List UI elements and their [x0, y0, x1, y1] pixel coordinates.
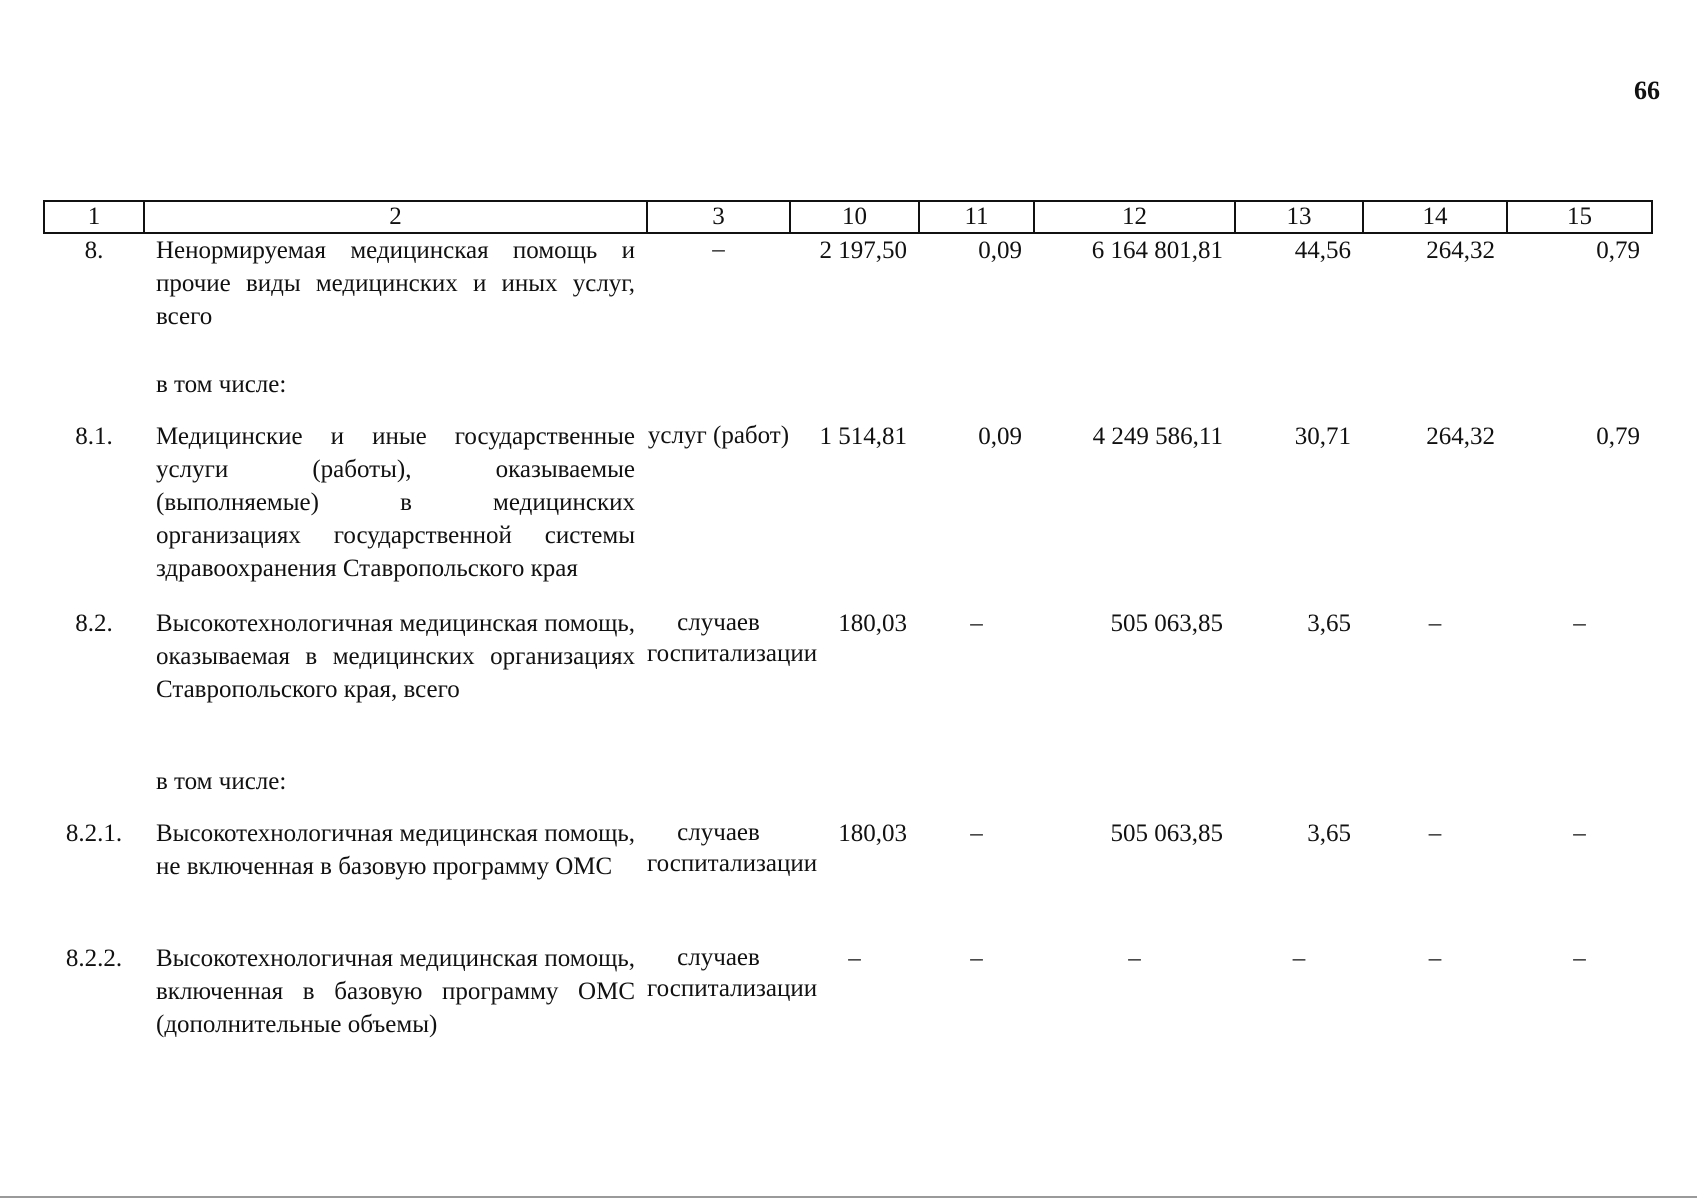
column-header: 14 [1363, 201, 1507, 233]
data-table [43, 200, 1653, 1082]
column-header: 3 [647, 201, 790, 233]
cell-col-11: – [970, 610, 983, 637]
column-header: 13 [1235, 201, 1363, 233]
cell-col-14: – [1428, 820, 1442, 847]
subheading-label: в том числе: [156, 371, 287, 398]
cell-col-12: 6 164 801,81 [1091, 237, 1223, 264]
row-unit: случаев госпитализации [647, 609, 818, 667]
row-description: Ненормируемая медицинская помощь и прочие виды медицинских и иных услуг, всего [156, 237, 635, 330]
row-number: 8. [84, 237, 104, 264]
cell-col-10: 180,03 [838, 820, 907, 847]
page-number: 66 [1634, 76, 1660, 105]
cell-col-14: 264,32 [1426, 237, 1495, 264]
cell-col-15: 0,79 [1596, 423, 1640, 450]
row-number: 8.2. [75, 610, 113, 637]
cell-col-13: 3,65 [1307, 820, 1351, 847]
table-row [44, 607, 1652, 765]
column-header: 12 [1034, 201, 1235, 233]
subheading-label: в том числе: [156, 768, 287, 795]
column-header: 10 [790, 201, 919, 233]
cell-col-15: 0,79 [1596, 237, 1640, 264]
row-unit: услуг (работ) [647, 422, 790, 449]
subheading-row [44, 368, 1652, 420]
cell-col-13: – [1292, 945, 1306, 972]
subheading-row [44, 765, 1652, 817]
cell-col-10: 1 514,81 [819, 423, 907, 450]
cell-col-10: 2 197,50 [819, 237, 907, 264]
row-number: 8.2.2. [65, 945, 123, 972]
table-header-row [44, 201, 1652, 233]
column-header: 1 [44, 201, 144, 233]
column-header: 15 [1507, 201, 1652, 233]
cell-col-11: – [970, 945, 983, 972]
cell-col-10: – [848, 945, 861, 972]
cell-col-12: – [1128, 945, 1141, 972]
row-description: Высокотехнологичная медицинская помощь, оказываемая в медицинских организациях Ставропольского края, всего [156, 610, 635, 703]
cell-col-11: 0,09 [978, 423, 1022, 450]
cell-col-13: 30,71 [1294, 423, 1351, 450]
cell-col-15: – [1573, 820, 1586, 847]
cell-col-12: 505 063,85 [1110, 610, 1223, 637]
row-unit: случаев госпитализации [647, 944, 818, 1002]
cell-col-15: – [1573, 945, 1586, 972]
row-unit: случаев госпитализации [647, 819, 818, 877]
cell-col-14: 264,32 [1426, 423, 1495, 450]
cell-col-12: 505 063,85 [1110, 820, 1223, 847]
cell-col-11: 0,09 [978, 237, 1022, 264]
table-row [44, 420, 1652, 607]
cell-col-14: – [1428, 945, 1442, 972]
cell-col-15: – [1573, 610, 1586, 637]
cell-col-11: – [970, 820, 983, 847]
cell-col-13: 3,65 [1307, 610, 1351, 637]
cell-col-13: 44,56 [1294, 237, 1351, 264]
row-description: Медицинские и иные государственные услуги (работы), оказываемые (выполняемые) в медицинских организациях государственной системы здравоохранения Ставропольского края [156, 423, 635, 582]
row-description: Высокотехнологичная медицинская помощь, включенная в базовую программу ОМС (дополнительные объемы) [156, 945, 635, 1038]
cell-col-12: 4 249 586,11 [1092, 423, 1223, 450]
table-row [44, 817, 1652, 942]
cell-col-10: 180,03 [838, 610, 907, 637]
cell-col-14: – [1428, 610, 1442, 637]
row-unit: – [712, 236, 725, 263]
table-row [44, 233, 1652, 368]
page-bottom-edge [0, 1196, 1697, 1198]
table-row [44, 942, 1652, 1082]
row-number: 8.1. [75, 423, 113, 450]
column-header: 11 [919, 201, 1034, 233]
row-number: 8.2.1. [65, 820, 123, 847]
column-header: 2 [144, 201, 647, 233]
row-description: Высокотехнологичная медицинская помощь, не включенная в базовую программу ОМС [156, 820, 635, 880]
